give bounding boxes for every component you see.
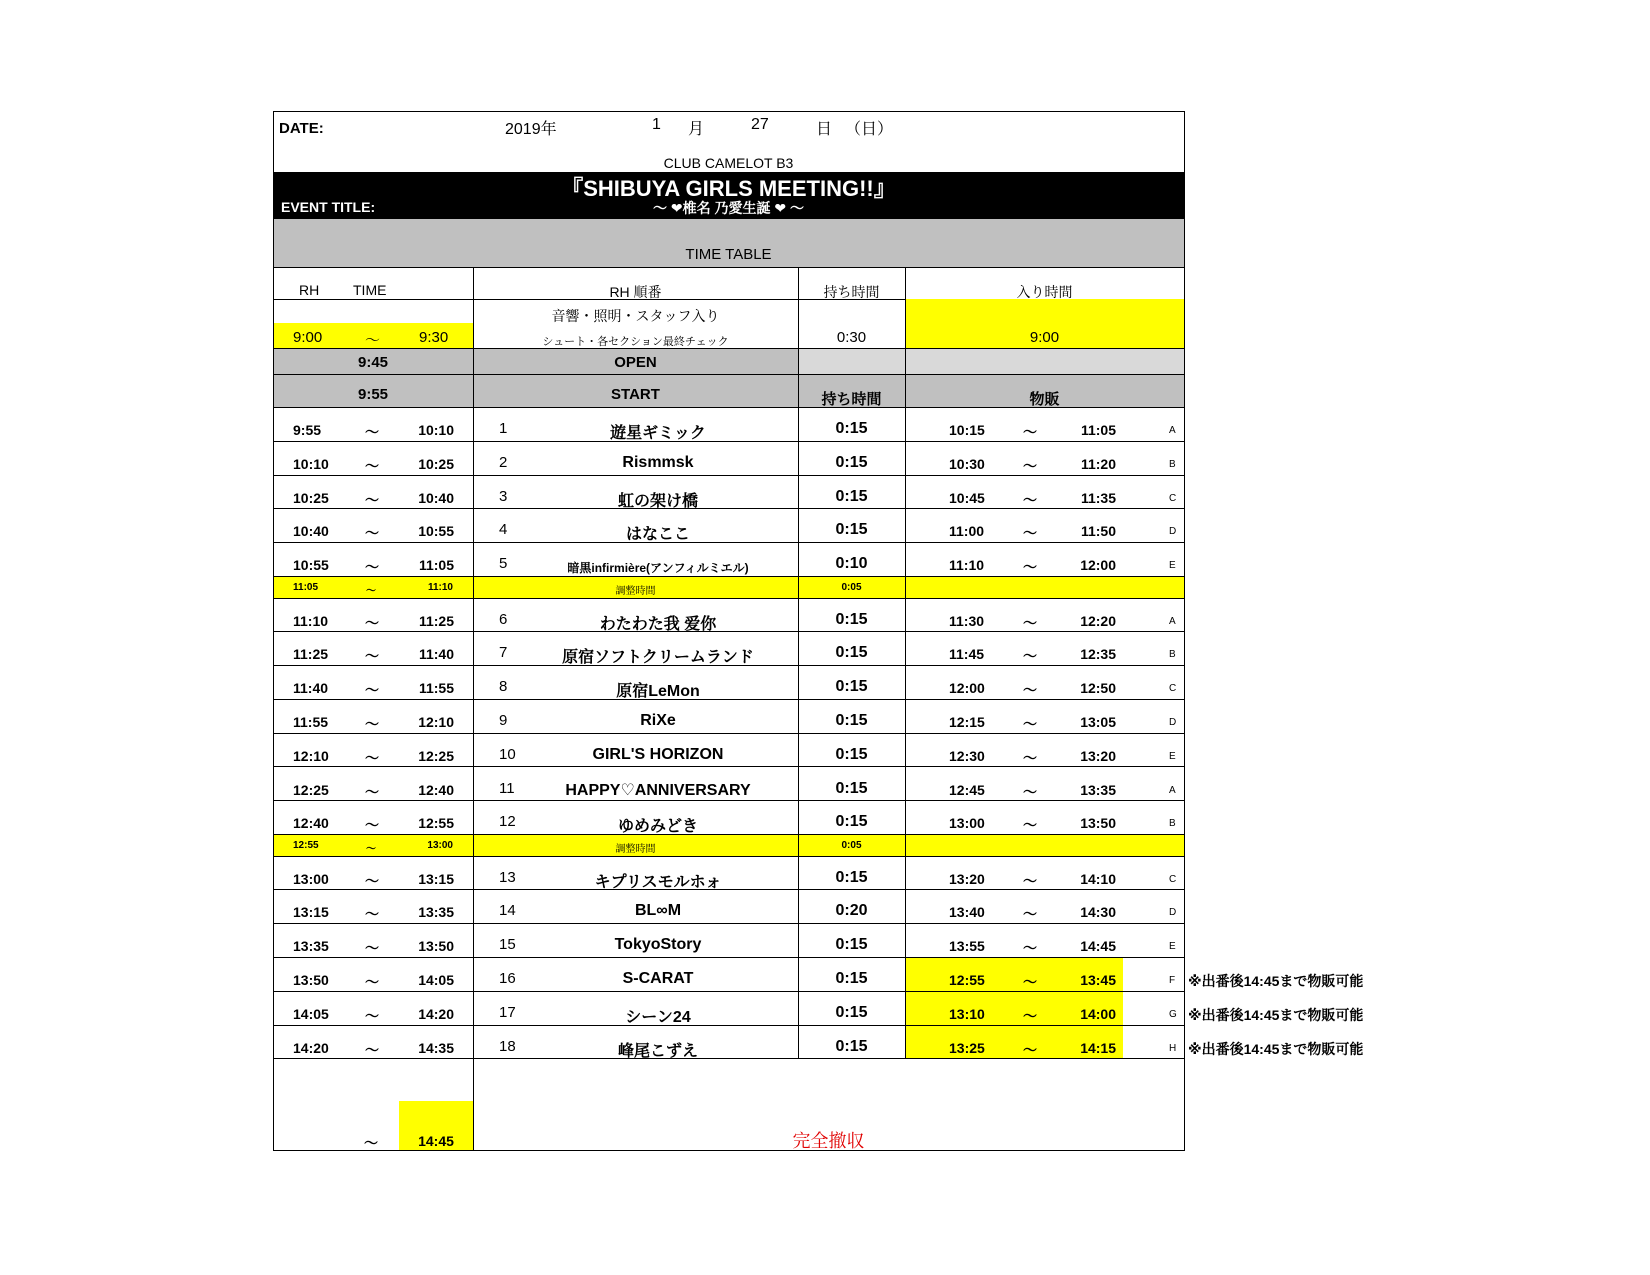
act-duration: 0:15 <box>835 453 868 471</box>
grid-line <box>273 374 1185 375</box>
footer-time: 14:45 <box>418 1133 454 1149</box>
merch-zone-letter: C <box>1169 683 1177 695</box>
merch-start-time: 13:55 <box>949 938 985 955</box>
start-time: 9:55 <box>357 386 389 403</box>
setup-line-1: 音響・照明・スタッフ入り <box>551 308 720 324</box>
date-month-unit: 月 <box>688 121 705 138</box>
act-duration: 0:15 <box>835 1037 868 1055</box>
merch-end-time: 11:20 <box>1080 455 1116 472</box>
act-start-time: 12:25 <box>293 781 329 798</box>
act-duration: 0:15 <box>835 521 868 539</box>
merch-tilde: ～ <box>1023 1007 1037 1024</box>
act-tilde: ～ <box>365 940 379 957</box>
grid-line <box>273 923 1185 924</box>
act-end-time: 10:10 <box>418 422 454 438</box>
act-start-time: 12:40 <box>293 815 329 832</box>
grid-line <box>1184 111 1185 1151</box>
merch-start-time: 11:45 <box>949 646 985 663</box>
act-name: 原宿ソフトクリームランド <box>562 649 754 667</box>
adjustment-end-time: 13:00 <box>427 840 453 852</box>
event-title-label: EVENT TITLE: <box>281 199 376 215</box>
act-name: GIRL'S HORIZON <box>592 745 724 763</box>
act-end-time: 12:40 <box>418 781 454 798</box>
merch-end-time: 11:50 <box>1080 523 1116 540</box>
grid-line <box>273 267 1185 268</box>
footer-teardown-label: 完全撤収 <box>792 1131 865 1151</box>
act-tilde: ～ <box>365 749 379 766</box>
grid-line <box>273 957 1185 958</box>
grid-line <box>273 111 274 1151</box>
merch-zone-letter: A <box>1169 784 1176 796</box>
act-start-time: 13:35 <box>293 938 329 955</box>
timetable-title: TIME TABLE <box>685 246 772 263</box>
act-duration: 0:15 <box>835 420 868 437</box>
grid-line <box>273 598 1185 599</box>
act-tilde: ～ <box>365 783 379 800</box>
act-tilde: ～ <box>365 872 379 889</box>
act-duration: 0:15 <box>835 487 868 505</box>
merch-start-time: 12:45 <box>949 781 985 798</box>
merch-end-time: 14:00 <box>1080 1005 1116 1022</box>
act-name: 遊星ギミック <box>610 425 706 442</box>
act-duration: 0:15 <box>835 936 868 954</box>
merch-zone-letter: E <box>1169 941 1176 953</box>
merch-end-time: 13:35 <box>1080 781 1116 798</box>
date-label: DATE: <box>279 120 324 137</box>
act-tilde: ～ <box>365 614 379 631</box>
act-order-number: 10 <box>499 745 516 763</box>
date-month-number: 1 <box>652 116 661 133</box>
act-duration: 0:15 <box>835 678 868 696</box>
merch-start-time: 13:10 <box>949 1005 985 1022</box>
merch-start-time: 11:10 <box>949 557 985 574</box>
act-order-number: 17 <box>499 1003 516 1021</box>
act-name: Rismmsk <box>622 453 694 471</box>
column-header-duration: 持ち時間 <box>823 284 880 300</box>
act-end-time: 14:05 <box>418 972 454 988</box>
act-duration: 0:15 <box>835 970 868 987</box>
merch-zone-letter: E <box>1169 560 1176 572</box>
merch-start-time: 11:30 <box>949 612 985 629</box>
merch-tilde: ～ <box>1023 906 1037 923</box>
grid-line <box>905 267 906 1058</box>
merch-tilde: ～ <box>1023 682 1037 699</box>
merch-tilde: ～ <box>1023 749 1037 766</box>
merch-tilde: ～ <box>1023 817 1037 834</box>
timetable-sheet <box>273 111 1364 1151</box>
merch-tilde: ～ <box>1023 872 1037 889</box>
grid-line <box>273 856 1185 857</box>
venue-name: CLUB CAMELOT B3 <box>663 155 794 171</box>
merch-tilde: ～ <box>1023 525 1037 542</box>
act-tilde: ～ <box>365 1041 379 1058</box>
merch-note: ※出番後14:45まで物販可能 <box>1188 973 1364 989</box>
act-tilde: ～ <box>365 525 379 542</box>
act-end-time: 12:25 <box>418 747 454 764</box>
act-order-number: 1 <box>499 420 508 437</box>
act-start-time: 12:10 <box>293 747 329 764</box>
merch-end-time: 14:45 <box>1080 938 1116 955</box>
act-start-time: 11:40 <box>293 680 329 697</box>
date-day-unit: 日 <box>816 121 833 138</box>
start-duration-header: 持ち時間 <box>821 391 882 408</box>
act-end-time: 11:40 <box>418 646 454 663</box>
act-end-time: 11:05 <box>418 557 454 574</box>
start-label: START <box>611 386 660 403</box>
act-order-number: 3 <box>499 487 508 505</box>
merch-tilde: ～ <box>1023 648 1037 665</box>
act-name: TokyoStory <box>614 936 702 954</box>
merch-end-time: 13:45 <box>1080 972 1116 988</box>
setup-end-time: 9:30 <box>419 329 449 346</box>
act-name: RiXe <box>640 711 676 729</box>
act-name: BL∞M <box>634 902 682 920</box>
act-name: ゆめみどき <box>617 818 698 836</box>
act-order-number: 15 <box>499 936 516 954</box>
act-start-time: 14:05 <box>293 1005 329 1022</box>
merch-start-time: 10:15 <box>949 422 985 438</box>
merch-end-time: 13:50 <box>1080 815 1116 832</box>
merch-end-time: 13:05 <box>1080 713 1116 730</box>
act-tilde: ～ <box>365 682 379 699</box>
merch-start-time: 11:00 <box>949 523 985 540</box>
act-start-time: 11:10 <box>293 612 329 629</box>
act-end-time: 14:20 <box>418 1005 454 1022</box>
act-tilde: ～ <box>365 424 379 440</box>
act-tilde: ～ <box>365 1007 379 1024</box>
merch-start-time: 13:20 <box>949 870 985 887</box>
act-start-time: 10:10 <box>293 455 329 472</box>
act-start-time: 9:55 <box>293 422 322 438</box>
act-name: S-CARAT <box>622 970 694 987</box>
adjustment-duration: 0:05 <box>841 840 862 852</box>
act-duration: 0:15 <box>835 779 868 797</box>
setup-line-2: シュート・各セクション最終チェック <box>542 336 729 348</box>
start-merch-header: 物販 <box>1029 391 1060 408</box>
act-tilde: ～ <box>365 817 379 834</box>
merch-zone-letter: C <box>1169 492 1177 504</box>
merch-end-time: 14:10 <box>1080 870 1116 887</box>
adjustment-start-time: 12:55 <box>293 840 319 852</box>
merch-zone-letter: A <box>1169 615 1176 627</box>
act-start-time: 13:50 <box>293 972 329 988</box>
column-header-rh: RH <box>299 282 320 298</box>
act-name: 原宿LeMon <box>616 683 700 701</box>
merch-zone-letter: H <box>1169 1042 1177 1054</box>
merch-note: ※出番後14:45まで物販可能 <box>1188 1040 1364 1057</box>
adjustment-start-time: 11:05 <box>293 582 319 593</box>
merch-tilde: ～ <box>1023 940 1037 957</box>
merch-zone-letter: D <box>1169 907 1177 919</box>
merch-zone-letter: D <box>1169 526 1177 538</box>
act-tilde: ～ <box>365 974 379 990</box>
column-header-order: RH 順番 <box>609 284 662 300</box>
setup-tilde: ～ <box>365 332 381 349</box>
merch-zone-letter: E <box>1169 750 1176 762</box>
grid-line <box>273 766 1185 767</box>
merch-zone-letter: B <box>1169 458 1176 470</box>
act-name: シーン24 <box>625 1008 691 1026</box>
merch-tilde: ～ <box>1023 1041 1037 1058</box>
act-tilde: ～ <box>365 491 379 508</box>
act-tilde: ～ <box>365 715 379 732</box>
date-year: 2019年 <box>505 121 557 138</box>
grid-line <box>273 991 1185 992</box>
act-end-time: 11:55 <box>418 680 454 697</box>
act-end-time: 11:25 <box>418 612 454 629</box>
act-order-number: 13 <box>499 868 516 886</box>
merch-end-time: 11:35 <box>1080 489 1116 506</box>
grid-line <box>273 111 1185 112</box>
act-order-number: 4 <box>499 521 508 539</box>
act-order-number: 6 <box>499 610 508 628</box>
merch-end-time: 12:00 <box>1080 557 1116 574</box>
event-title: 『SHIBUYA GIRLS MEETING!!』 <box>561 176 896 201</box>
act-duration: 0:15 <box>835 610 868 628</box>
grid-line <box>273 299 474 300</box>
act-end-time: 13:15 <box>418 870 454 887</box>
merch-note: ※出番後14:45まで物販可能 <box>1188 1006 1364 1023</box>
act-end-time: 14:35 <box>418 1039 454 1056</box>
act-name: 暗黒infirmière(アンフィルミエル) <box>567 561 749 576</box>
date-weekday: （日） <box>845 121 894 138</box>
adjustment-end-time: 11:10 <box>427 582 453 593</box>
act-tilde: ～ <box>365 648 379 665</box>
merch-tilde: ～ <box>1023 559 1037 576</box>
merch-start-time: 12:55 <box>949 972 985 988</box>
act-end-time: 10:40 <box>418 489 454 506</box>
act-start-time: 11:25 <box>293 646 329 663</box>
merch-end-time: 14:15 <box>1080 1039 1116 1056</box>
merch-end-time: 13:20 <box>1080 747 1116 764</box>
act-name: 虹の架け橋 <box>617 492 698 510</box>
event-subtitle: ～ ❤椎名 乃愛生誕 ❤ ～ <box>652 200 805 216</box>
merch-end-time: 12:20 <box>1080 612 1116 629</box>
merch-tilde: ～ <box>1023 783 1037 800</box>
act-end-time: 12:55 <box>418 815 454 832</box>
merch-tilde: ～ <box>1023 715 1037 732</box>
grid-line <box>273 475 1185 476</box>
act-name: HAPPY♡ANNIVERSARY <box>565 781 751 799</box>
act-duration: 0:20 <box>835 902 868 920</box>
merch-start-time: 10:45 <box>949 489 985 506</box>
act-tilde: ～ <box>365 906 379 923</box>
act-duration: 0:15 <box>835 745 868 763</box>
merch-tilde: ～ <box>1023 457 1037 474</box>
act-end-time: 10:25 <box>418 455 454 472</box>
act-end-time: 12:10 <box>418 713 454 730</box>
act-order-number: 5 <box>499 555 508 573</box>
act-start-time: 10:40 <box>293 523 329 540</box>
adjustment-tilde: ～ <box>366 586 376 597</box>
act-name: はなここ <box>625 526 690 544</box>
merch-start-time: 13:00 <box>949 815 985 832</box>
merch-start-time: 13:40 <box>949 904 985 921</box>
act-order-number: 16 <box>499 970 516 987</box>
merch-start-time: 12:15 <box>949 713 985 730</box>
merch-start-time: 12:30 <box>949 747 985 764</box>
merch-tilde: ～ <box>1023 974 1037 990</box>
act-tilde: ～ <box>365 457 379 474</box>
act-name: キプリスモルホォ <box>594 873 722 891</box>
merch-end-time: 11:05 <box>1080 422 1116 438</box>
adjustment-label: 調整時間 <box>615 586 656 597</box>
column-header-time: TIME <box>353 282 387 298</box>
merch-start-time: 10:30 <box>949 455 985 472</box>
act-duration: 0:15 <box>835 644 868 662</box>
act-duration: 0:15 <box>835 711 868 729</box>
act-start-time: 10:55 <box>293 557 329 574</box>
act-end-time: 13:35 <box>418 904 454 921</box>
open-label: OPEN <box>614 354 657 371</box>
column-header-entry: 入り時間 <box>1016 284 1073 300</box>
open-time: 9:45 <box>357 354 389 371</box>
merch-zone-letter: A <box>1169 425 1176 436</box>
act-order-number: 9 <box>499 711 508 729</box>
merch-end-time: 12:35 <box>1080 646 1116 663</box>
act-name: 峰尾こずえ <box>617 1042 698 1060</box>
act-end-time: 13:50 <box>418 938 454 955</box>
setup-duration: 0:30 <box>836 329 867 346</box>
act-start-time: 13:15 <box>293 904 329 921</box>
merch-start-time: 13:25 <box>949 1039 985 1056</box>
act-order-number: 18 <box>499 1037 516 1055</box>
merch-start-time: 12:00 <box>949 680 985 697</box>
grid-line <box>273 733 1185 734</box>
date-day-number: 27 <box>751 116 769 133</box>
merch-zone-letter: B <box>1169 818 1176 830</box>
act-duration: 0:10 <box>835 555 868 573</box>
act-order-number: 8 <box>499 678 508 696</box>
merch-tilde: ～ <box>1023 614 1037 631</box>
act-name: わたわた我 爱你 <box>599 615 717 633</box>
act-order-number: 2 <box>499 453 508 471</box>
act-tilde: ～ <box>365 559 379 576</box>
merch-tilde: ～ <box>1023 424 1037 440</box>
act-end-time: 10:55 <box>418 523 454 540</box>
act-start-time: 11:55 <box>293 713 329 730</box>
merch-zone-letter: D <box>1169 716 1177 728</box>
act-order-number: 7 <box>499 644 508 662</box>
adjustment-label: 調整時間 <box>615 844 656 856</box>
setup-entry-time: 9:00 <box>1029 329 1060 346</box>
act-duration: 0:15 <box>835 868 868 886</box>
grid-line <box>273 800 1185 801</box>
merch-zone-letter: B <box>1169 649 1176 661</box>
merch-zone-letter: C <box>1169 873 1177 885</box>
open-row-bg-right <box>798 348 1184 374</box>
footer-tilde: ～ <box>364 1135 378 1151</box>
merch-zone-letter: F <box>1169 975 1176 986</box>
act-order-number: 14 <box>499 902 516 920</box>
setup-start-time: 9:00 <box>293 329 323 346</box>
act-start-time: 14:20 <box>293 1039 329 1056</box>
merch-end-time: 12:50 <box>1080 680 1116 697</box>
act-start-time: 10:25 <box>293 489 329 506</box>
adjustment-tilde: ～ <box>366 844 376 856</box>
act-start-time: 13:00 <box>293 870 329 887</box>
act-order-number: 11 <box>499 779 515 797</box>
act-duration: 0:15 <box>835 1003 868 1021</box>
merch-end-time: 14:30 <box>1080 904 1116 921</box>
adjustment-duration: 0:05 <box>841 582 862 593</box>
merch-zone-letter: G <box>1169 1008 1177 1020</box>
merch-tilde: ～ <box>1023 491 1037 508</box>
act-duration: 0:15 <box>835 813 868 831</box>
act-order-number: 12 <box>499 813 516 831</box>
